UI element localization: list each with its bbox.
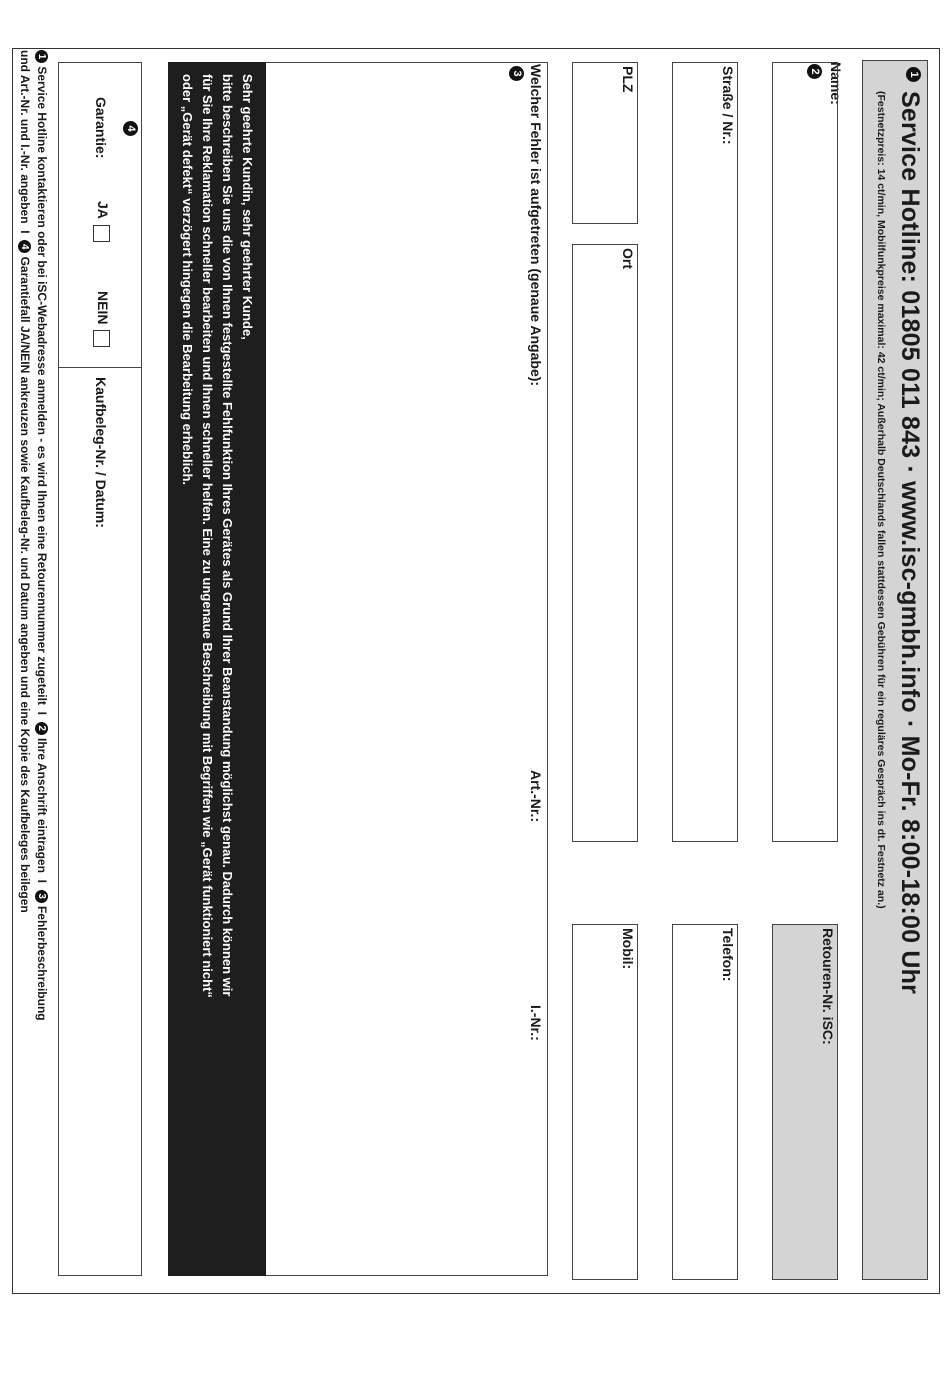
warranty-divider	[59, 367, 141, 368]
warranty-label: Garantie:	[93, 97, 109, 159]
warranty-yes-option[interactable]	[93, 201, 111, 242]
customer-notice	[168, 62, 266, 1276]
notice-line: bitte beschreiben Sie uns die von Ihnen festgestellte Fehlfunktion Ihres Gerätes als Grund Ihrer Beanstandung möglichst genau. Dadurch können wir	[220, 74, 235, 997]
hotline-title: Service Hotline: 01805 011 843 · www.isc-gmbh.info · Mo-Fr. 8:00-18:00 Uhr	[896, 91, 924, 995]
footer-line-2	[16, 50, 33, 1290]
notice-line: Sehr geehrte Kundin, sehr geehrter Kunde,	[240, 74, 255, 340]
receipt-label: Kaufbeleg-Nr. / Datum:	[93, 377, 109, 528]
step-2-marker: 2	[807, 64, 822, 79]
return-number-label: Retouren-Nr. iSC:	[820, 928, 836, 1045]
footer-step-2-marker: 2	[35, 722, 48, 735]
item-number-label: I.-Nr.:	[528, 1005, 544, 1041]
footer-step-1-marker: 1	[35, 50, 48, 63]
step-1-marker: 1	[906, 67, 921, 82]
street-field[interactable]	[672, 62, 738, 842]
step-3-marker: 3	[509, 66, 524, 81]
footer-step-3-marker: 3	[35, 890, 48, 903]
footer-step-1-text: Service Hotline kontaktieren oder bei iSC-Webadresse anmelden - es wird Ihnen eine Retourennummer zugeteilt	[35, 66, 49, 705]
city-field[interactable]	[572, 244, 638, 842]
footer-step-3-text-cont: und Art.-Nr. und I.-Nr. angeben	[18, 50, 32, 224]
footer-line-1	[33, 50, 50, 1290]
phone-label: Telefon:	[720, 928, 736, 982]
warranty-yes-checkbox[interactable]	[93, 225, 110, 242]
warranty-no-label: NEIN	[95, 291, 111, 325]
fault-question-label: Welcher Fehler ist aufgetreten (genaue Angabe):	[528, 64, 544, 387]
footer-instructions	[16, 50, 50, 1290]
hotline-header	[862, 60, 928, 1280]
footer-separator: I	[35, 711, 49, 715]
warranty-section	[58, 62, 142, 1276]
footer-step-2-text: Ihre Anschrift eintragen	[35, 737, 49, 873]
footer-step-3-text: Fehlerbeschreibung	[35, 905, 49, 1021]
name-label: Name:	[828, 62, 844, 105]
city-label: Ort	[620, 248, 636, 269]
footer-separator: I	[18, 230, 32, 234]
mobile-label: Mobil:	[620, 928, 636, 970]
notice-line: für Sie Ihre Reklamation schneller bearbeiten und Ihnen schneller helfen. Eine zu ungenaue Beschreibung mit Begriffen wie „Gerät funktioniert nicht“	[200, 74, 215, 998]
warranty-yes-label: JA	[95, 201, 111, 219]
notice-line: oder „Gerät defekt“ verzögert hingegen die Bearbeitung erheblich.	[180, 74, 195, 486]
zip-label: PLZ	[620, 66, 636, 93]
street-label: Straße / Nr.:	[720, 66, 736, 145]
warranty-no-checkbox[interactable]	[93, 330, 110, 347]
step-4-marker: 4	[123, 121, 138, 136]
hotline-pricing-note: (Festnetzpreis: 14 ct/min, Mobilfunkpreise maximal: 42 ct/min; Außerhalb Deutschlands fallen stattdessen Gebühren für ein reguläres Gespräch ins dt. Festnetz an.)	[875, 91, 887, 909]
footer-step-4-text: Garantiefall JA/NEIN ankreuzen sowie Kaufbeleg-Nr. und Datum angeben und eine Kopie des Kaufbeleges beilegen	[18, 256, 32, 913]
mobile-field[interactable]	[572, 924, 638, 1280]
footer-separator: I	[35, 879, 49, 883]
footer-step-4-marker: 4	[18, 240, 31, 253]
article-number-label: Art.-Nr.:	[528, 770, 544, 823]
name-field[interactable]	[772, 62, 838, 842]
warranty-no-option[interactable]	[93, 291, 111, 347]
